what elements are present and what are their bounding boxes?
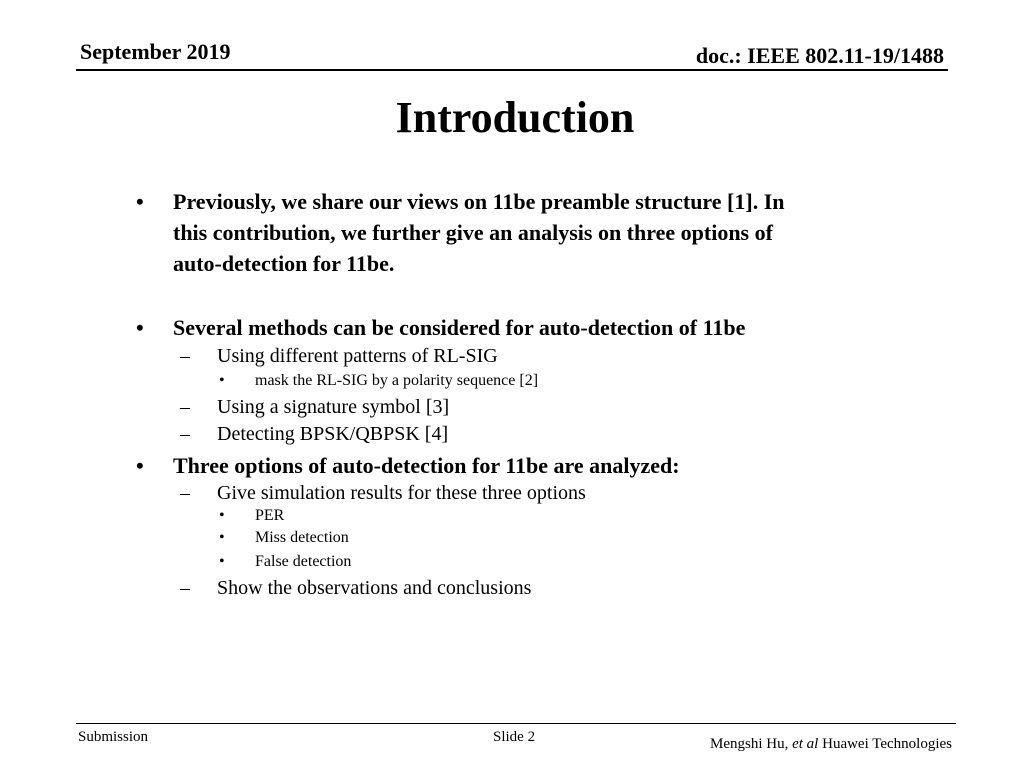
bullet-glyph: • <box>219 507 225 524</box>
bullet-text-line: this contribution, we further give an analysis on three options of <box>173 220 773 245</box>
bullet-text-line: Previously, we share our views on 11be preamble structure [1]. In <box>173 189 785 214</box>
footer-author-etal: et al <box>792 736 819 752</box>
footer-submission: Submission <box>78 729 149 745</box>
sub-sub-bullet-text: PER <box>255 507 285 524</box>
sub-sub-bullet-text: mask the RL-SIG by a polarity sequence [2] <box>255 372 539 389</box>
sub-sub-bullet-text: Miss detection <box>255 529 349 546</box>
header-doc-id: doc.: IEEE 802.11-19/1488 <box>695 43 944 68</box>
sub-sub-bullet-text: False detection <box>255 553 352 570</box>
bullet-glyph: • <box>136 315 144 340</box>
bullet-glyph: • <box>136 453 144 478</box>
sub-bullet-text: Give simulation results for these three options <box>217 482 586 504</box>
bullet-glyph: • <box>219 372 225 389</box>
bullet-text-line: auto-detection for 11be. <box>173 251 395 276</box>
slide-title: Introduction <box>395 93 635 142</box>
header-divider <box>76 69 948 71</box>
bullet-text: Three options of auto-detection for 11be are analyzed: <box>173 453 680 478</box>
dash-glyph: – <box>180 423 190 445</box>
footer-author-org: Huawei Technologies <box>822 736 952 752</box>
sub-bullet-text: Using different patterns of RL-SIG <box>217 345 498 367</box>
dash-glyph: – <box>180 396 190 418</box>
footer-author <box>710 735 952 753</box>
sub-bullet-text: Detecting BPSK/QBPSK [4] <box>217 423 449 445</box>
dash-glyph: – <box>180 345 190 367</box>
footer-divider <box>76 723 956 724</box>
dash-glyph: – <box>180 577 190 599</box>
header-date: September 2019 <box>80 39 231 64</box>
bullet-glyph: • <box>219 553 225 570</box>
footer-author-name: Mengshi Hu, <box>710 736 789 752</box>
bullet-glyph: • <box>136 189 144 214</box>
bullet-text: Several methods can be considered for auto-detection of 11be <box>173 315 746 340</box>
dash-glyph: – <box>180 482 190 504</box>
bullet-glyph: • <box>219 529 225 546</box>
sub-bullet-text: Using a signature symbol [3] <box>217 396 450 418</box>
sub-bullet-text: Show the observations and conclusions <box>217 577 532 599</box>
footer-slide-number: Slide 2 <box>493 729 536 745</box>
